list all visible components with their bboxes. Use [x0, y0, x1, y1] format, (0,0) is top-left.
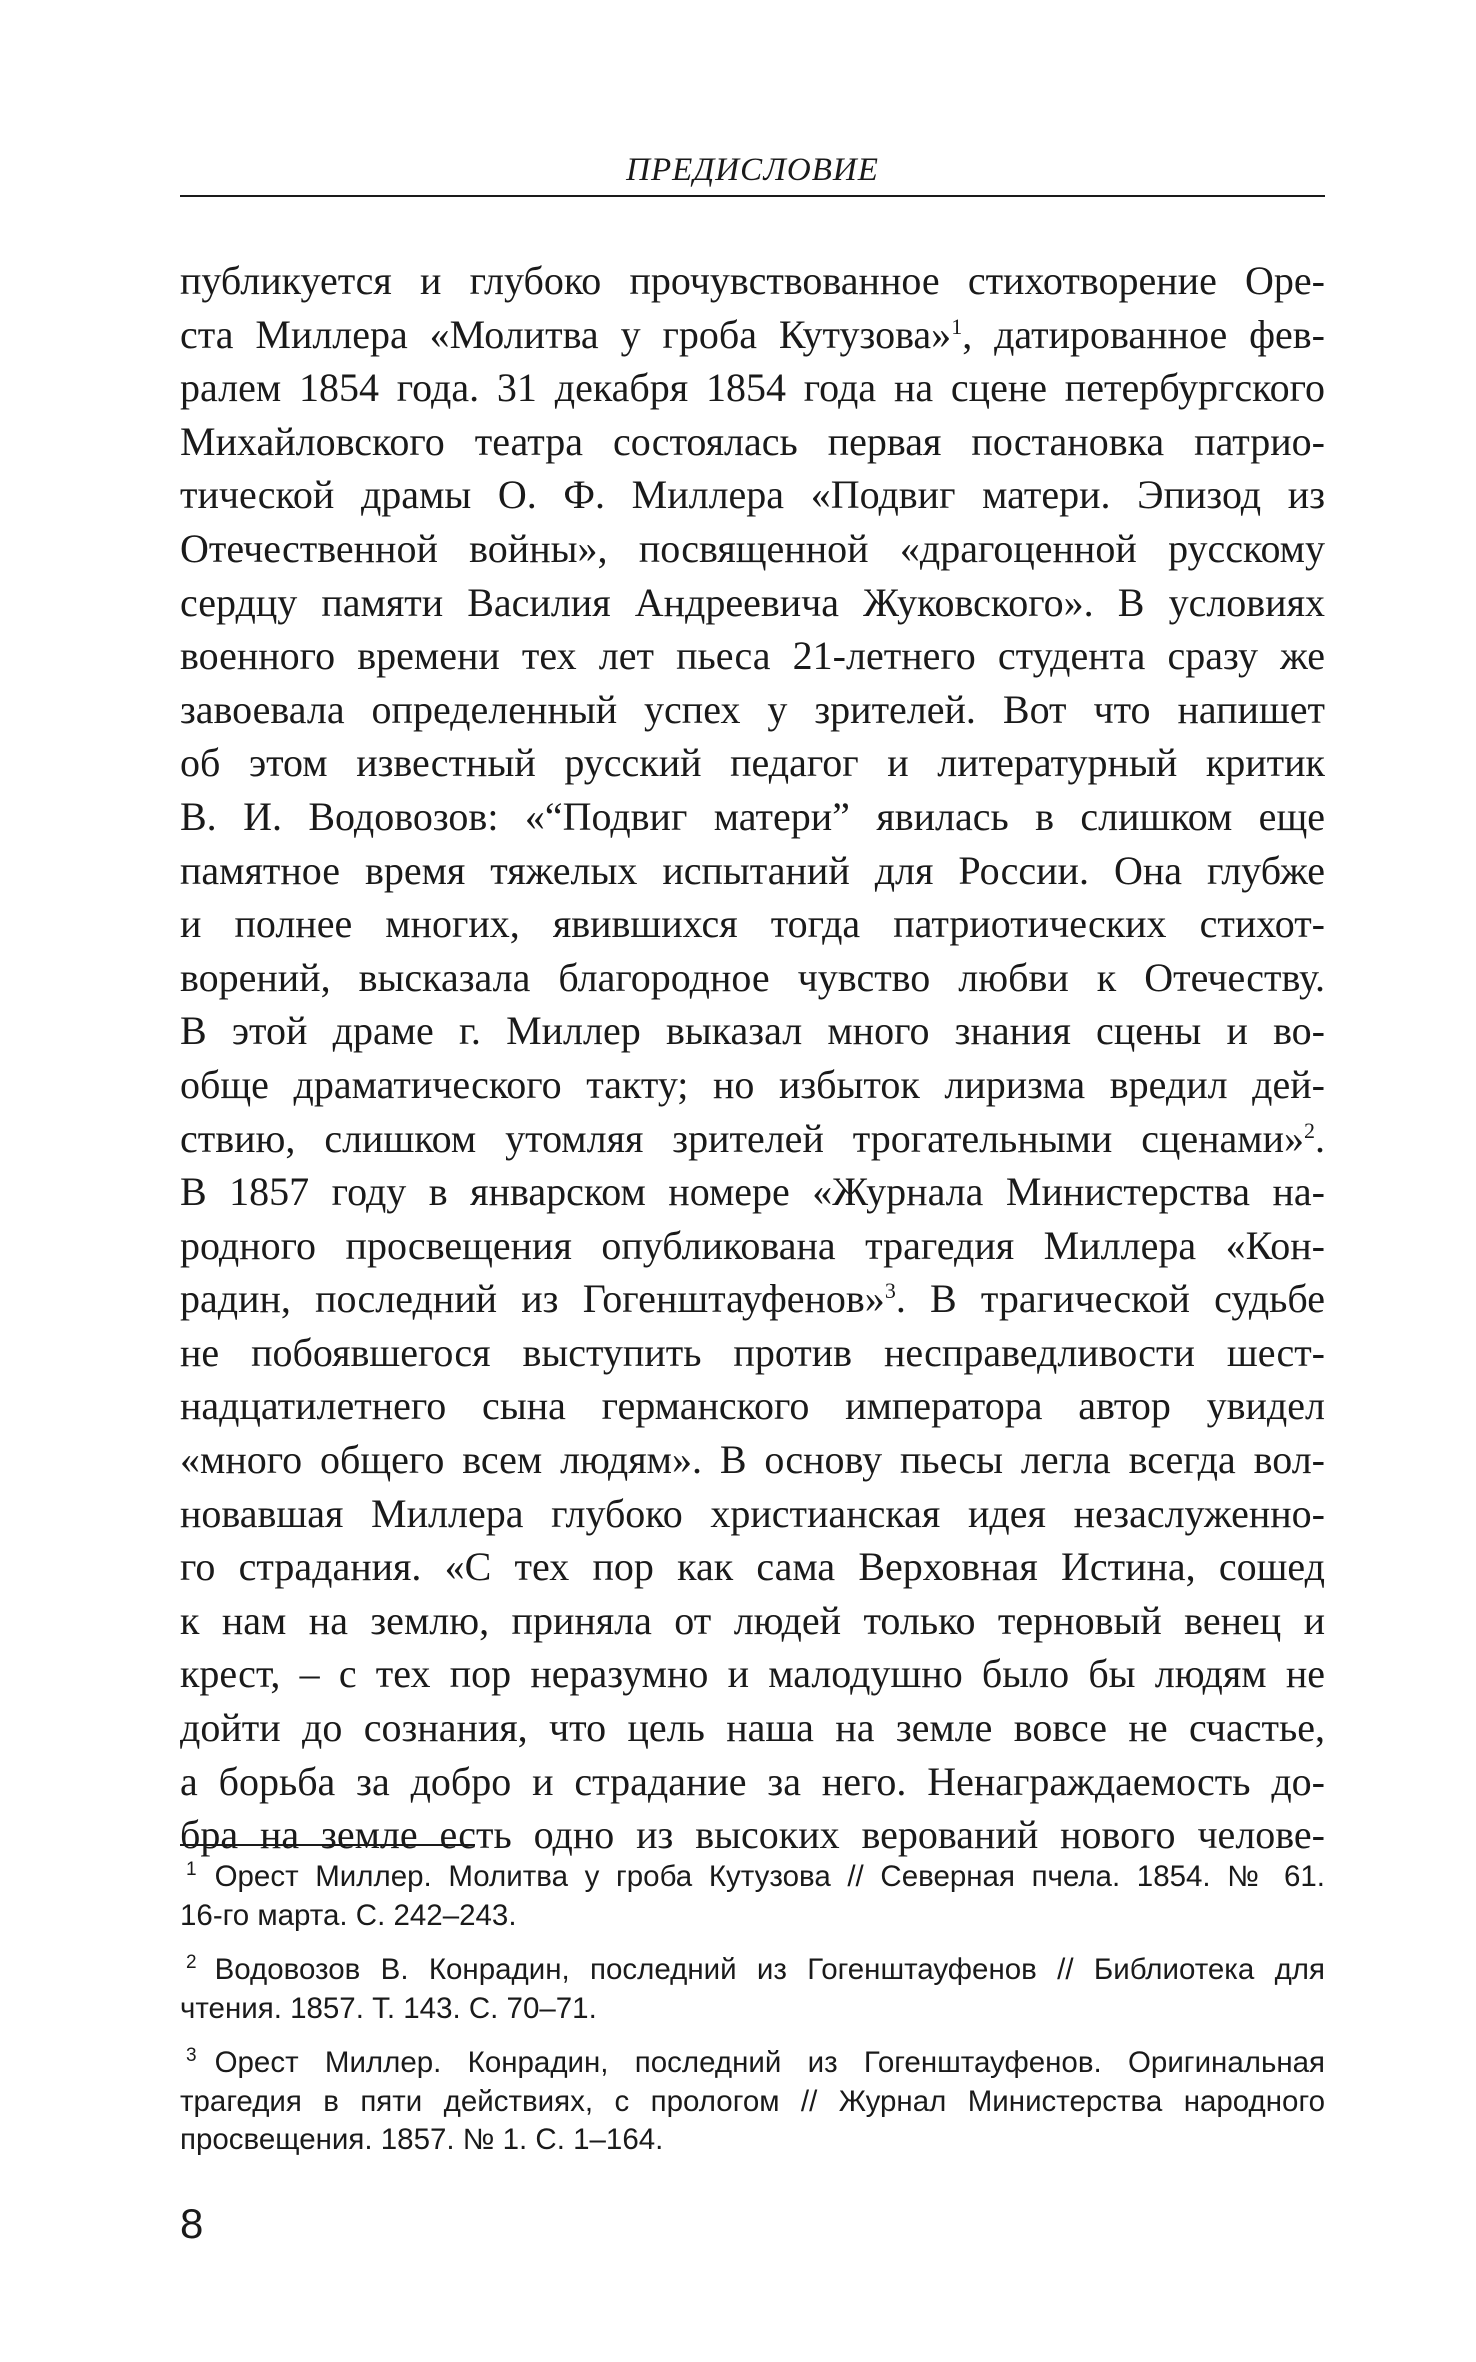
text-line: крест, – с тех пор неразумно и малодушно было бы людям не	[180, 1651, 1325, 1697]
footnote-line: трагедия в пяти действиях, с прологом // Журнал Министерства народного	[180, 2084, 1325, 2118]
text-line: В этой драме г. Миллер выказал много знания сцены и во-	[180, 1008, 1325, 1054]
footnote-reference[interactable]: 3	[884, 1278, 896, 1304]
text-line: бра на земле есть одно из высоких верований нового челове-	[180, 1812, 1325, 1858]
text-line: и полнее многих, явившихся тогда патриотических стихот-	[180, 901, 1325, 947]
footnote-line: $^3$ Орест Миллер. Конрадин, последний из Гогенштауфенов. Оригинальная	[186, 2045, 1325, 2079]
text-line: сердцу памяти Василия Андреевича Жуковского». В условиях	[180, 579, 1325, 625]
text-line: ворений, высказала благородное чувство любви к Отечеству.	[180, 954, 1325, 1000]
footnote-1	[180, 1858, 1325, 1935]
text-line: публикуется и глубоко прочувствованное стихотворение Оре-	[180, 258, 1325, 303]
footnote-reference[interactable]: 1	[951, 313, 963, 339]
footnote-line: 16-го марта. С. 242–243.	[180, 1898, 517, 1932]
footnote-line: просвещения. 1857. № 1. С. 1–164.	[180, 2123, 664, 2156]
footnote-reference[interactable]: 2	[1304, 1117, 1315, 1143]
footnotes	[180, 1858, 1325, 2176]
text-line: Отечественной войны», посвященной «драгоценной русскому	[180, 525, 1325, 571]
text-line: завоевала определенный успех у зрителей. Вот что напишет	[180, 686, 1325, 732]
page-number: 8	[180, 2200, 204, 2247]
footnote-number: 1	[186, 1859, 197, 1880]
footnote-3	[180, 2044, 1325, 2160]
footnote-line: $^1$ Орест Миллер. Молитва у гроба Кутузова // Северная пчела. 1854. № 61.	[186, 1859, 1325, 1893]
footnote-line: чтения. 1857. Т. 143. С. 70–71.	[180, 1991, 597, 2025]
text-line: го страдания. «С тех пор как сама Верховная Истина, сошед	[180, 1544, 1325, 1590]
footnote-2	[180, 1951, 1325, 2028]
text-line: памятное время тяжелых испытаний для России. Она глубже	[180, 847, 1325, 893]
text-line: ралем 1854 года. 31 декабря 1854 года на сцене петербургского	[180, 365, 1325, 411]
text-line: обще драматического такту; но избыток лиризма вредил дей-	[180, 1061, 1325, 1107]
running-title: ПРЕДИСЛОВИЕ	[626, 152, 879, 188]
text-line: Михайловского театра состоялась первая постановка патрио-	[180, 418, 1325, 464]
text-line: «много общего всем людям». В основу пьесы легла всегда вол-	[180, 1437, 1325, 1483]
text-line: дойти до сознания, что цель наша на земле вовсе не счастье,	[180, 1705, 1325, 1751]
text-line: об этом известный русский педагог и литературный критик	[180, 740, 1325, 786]
text-line: военного времени тех лет пьеса 21-летнего студента сразу же	[180, 633, 1325, 679]
footnote-separator	[180, 1844, 475, 1846]
text-line: к нам на землю, приняла от людей только терновый венец и	[180, 1597, 1325, 1643]
text-line: не побоявшегося выступить против несправедливости шест-	[180, 1329, 1325, 1375]
body-text	[180, 254, 1325, 1862]
text-line: новавшая Миллера глубоко христианская идея незаслуженно-	[180, 1490, 1325, 1536]
text-line: радин, последний из Гогенштауфенов»$^3$. В трагической судьбе	[180, 1276, 1325, 1322]
header-rule	[180, 195, 1325, 197]
footnote-number: 3	[186, 2045, 197, 2066]
footnote-number: 2	[186, 1952, 197, 1973]
text-line: тической драмы О. Ф. Миллера «Подвиг матери. Эпизод из	[180, 472, 1325, 518]
text-line: В 1857 году в январском номере «Журнала Министерства на-	[180, 1169, 1325, 1215]
footnote-line: $^2$ Водовозов В. Конрадин, последний из Гогенштауфенов // Библиотека для	[186, 1952, 1325, 1986]
text-line: ста Миллера «Молитва у гроба Кутузова»$^1$, датированное фев-	[180, 311, 1325, 357]
text-line: В. И. Водовозов: «“Подвиг матери” явилась в слишком еще	[180, 793, 1325, 839]
text-line: ствию, слишком утомляя зрителей трогательными сценами»$^2$.	[180, 1115, 1325, 1161]
text-line: надцатилетнего сына германского императора автор увидел	[180, 1383, 1325, 1429]
text-line: родного просвещения опубликована трагедия Миллера «Кон-	[180, 1222, 1325, 1268]
text-line: а борьба за добро и страдание за него. Ненаграждаемость до-	[180, 1758, 1325, 1804]
